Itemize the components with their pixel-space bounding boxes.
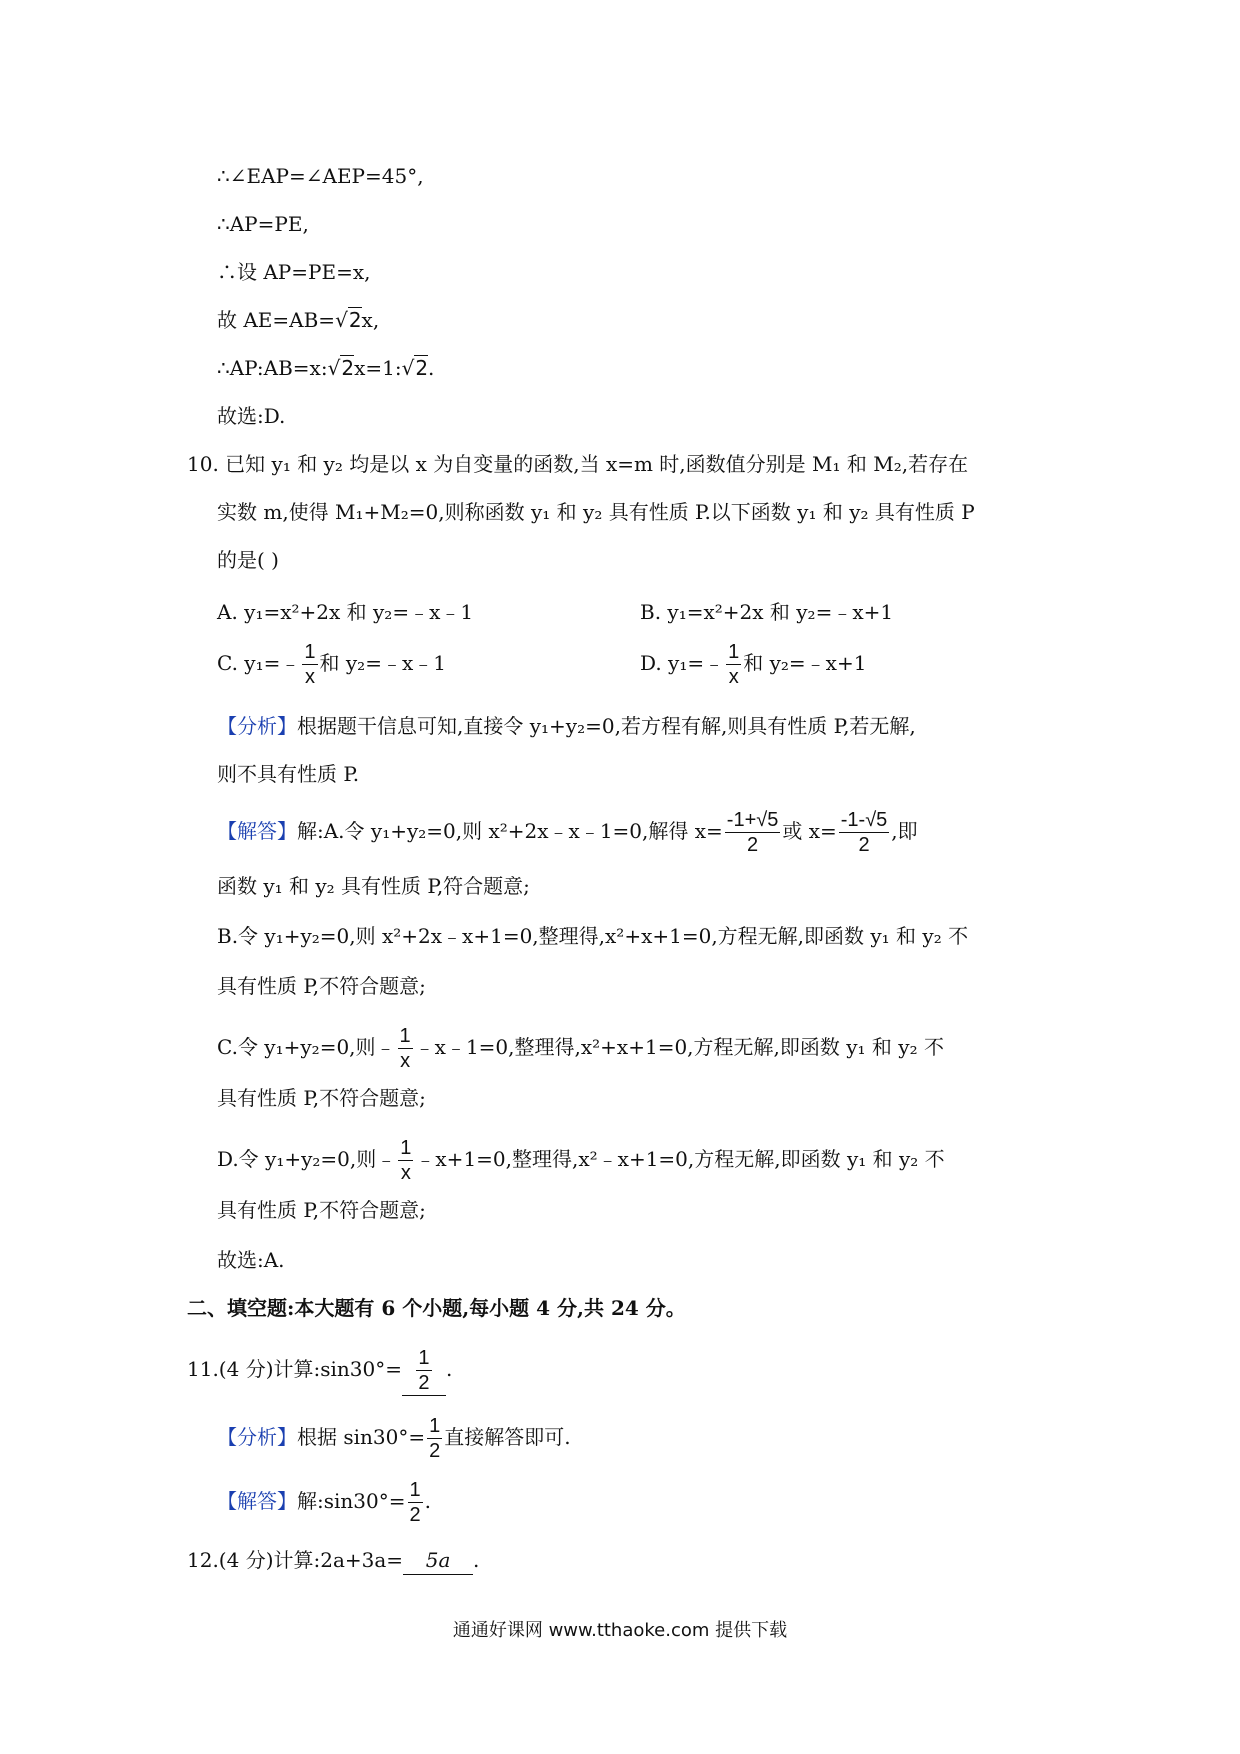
solution-period: .: [424, 1489, 431, 1513]
fraction-1-over-x: [302, 640, 317, 689]
radicand: 2: [341, 356, 355, 380]
q10-stem-1: 已知 y₁ 和 y₂ 均是以 x 为自变量的函数,当 x=m 时,函数值分别是 M₁ 和 M₂,若存在: [225, 452, 969, 476]
numerator: 1: [409, 1479, 421, 1501]
q11-stem: [187, 1346, 452, 1396]
q10-option-d: [640, 640, 866, 689]
option-d-tail: 和 y₂=﹣x+1: [743, 651, 867, 675]
q10-number: 10.: [187, 452, 219, 476]
q10-solution-c-line-1: [217, 1024, 944, 1073]
denominator: x: [400, 1050, 411, 1072]
denominator: x: [728, 666, 739, 688]
denominator: 2: [858, 834, 870, 856]
q11-solution: [217, 1478, 431, 1527]
q10-stem-line-2: 实数 m,使得 M₁+M₂=0,则称函数 y₁ 和 y₂ 具有性质 P.以下函数 y₁ 和 y₂ 具有性质 P: [217, 500, 975, 524]
solution-c-text: C.令 y₁+y₂=0,则﹣: [217, 1035, 396, 1059]
denominator: x: [400, 1162, 411, 1184]
numerator: 1: [728, 641, 740, 663]
q10-solution-a-line-2: 函数 y₁ 和 y₂ 具有性质 P,符合题意;: [217, 874, 530, 898]
q12-answer-blank: [403, 1546, 473, 1575]
q12-stem-text: 12.(4 分)计算:2a+3a=: [187, 1548, 404, 1572]
radicand: 2: [348, 308, 362, 332]
denominator: 2: [418, 1372, 430, 1394]
fraction-1-over-2: [408, 1478, 423, 1527]
sqrt-2: √2: [335, 308, 362, 332]
denominator: 2: [429, 1440, 441, 1462]
numerator: 1: [304, 641, 316, 663]
proof-line-5: [217, 354, 434, 382]
proof-line-1: ∴∠EAP=∠AEP=45°,: [217, 164, 424, 188]
denominator: x: [304, 666, 315, 688]
q10-answer: 故选:A.: [217, 1248, 285, 1272]
numerator: -1-√5: [840, 809, 888, 831]
fraction-1-over-x: [726, 640, 741, 689]
q10-solution-d-line-2: 具有性质 P,不符合题意;: [217, 1198, 426, 1222]
numerator: -1+√5: [726, 809, 779, 831]
proof-line-5-mid: x=1:: [354, 356, 402, 380]
numerator: 1: [418, 1347, 430, 1369]
q11-answer-blank: [402, 1346, 446, 1396]
q10-analysis-line-1: [217, 712, 916, 740]
proof-line-3: ∴设 AP=PE=x,: [217, 260, 371, 284]
solution-tag: 【解答】: [217, 819, 297, 843]
numerator: 1: [399, 1025, 411, 1047]
solution-a-text: 解:A.令 y₁+y₂=0,则 x²+2x﹣x﹣1=0,解得 x=: [297, 819, 723, 843]
proof-line-4-text: 故 AE=AB=: [217, 308, 336, 332]
solution-a-mid: 或 x=: [782, 819, 837, 843]
q10-solution-b-line-1: B.令 y₁+y₂=0,则 x²+2x﹣x+1=0,整理得,x²+x+1=0,方程无解,即函数 y₁ 和 y₂ 不: [217, 924, 969, 948]
q11-stem-text: 11.(4 分)计算:sin30°=: [187, 1357, 402, 1381]
sqrt-2: √2: [327, 356, 355, 380]
q11-period: .: [445, 1357, 453, 1381]
q10-solution-c-line-2: 具有性质 P,不符合题意;: [217, 1086, 426, 1110]
analysis-tag: 【分析】: [217, 1425, 297, 1449]
q11-analysis: [217, 1414, 571, 1463]
analysis-tail: 直接解答即可.: [444, 1425, 571, 1449]
q10-solution-d-line-1: [217, 1136, 945, 1185]
denominator: 2: [747, 834, 759, 856]
q10-stem-line-1: [187, 450, 968, 478]
fraction-root-plus: [725, 808, 781, 857]
q10-solution-b-line-2: 具有性质 P,不符合题意;: [217, 974, 426, 998]
solution-c-tail: ﹣x﹣1=0,整理得,x²+x+1=0,方程无解,即函数 y₁ 和 y₂ 不: [414, 1035, 944, 1059]
proof-line-5-text: ∴AP:AB=x:: [217, 356, 328, 380]
q12-period: .: [473, 1548, 480, 1572]
analysis-text: 根据 sin30°=: [297, 1425, 426, 1449]
solution-d-text: D.令 y₁+y₂=0,则﹣: [217, 1147, 397, 1171]
numerator: 1: [400, 1137, 412, 1159]
q10-option-c: [217, 640, 446, 689]
proof-line-4-tail: x,: [361, 308, 380, 332]
fraction-1-over-2: [416, 1346, 431, 1395]
proof-answer: 故选:D.: [217, 404, 286, 428]
fraction-root-minus: [839, 808, 890, 857]
option-c-tail: 和 y₂=﹣x﹣1: [319, 651, 446, 675]
page-footer: 通通好课网 www.tthaoke.com 提供下载: [452, 1620, 788, 1641]
fraction-1-over-x: [398, 1024, 413, 1073]
q10-solution-a: [217, 808, 918, 857]
q10-option-a: A. y₁=x²+2x 和 y₂=﹣x﹣1: [217, 600, 474, 624]
q10-stem-line-3: 的是( ): [217, 548, 279, 572]
analysis-tag: 【分析】: [217, 714, 297, 738]
q12-answer: 5a: [425, 1548, 451, 1572]
solution-a-tail: ,即: [891, 819, 918, 843]
solution-text: 解:sin30°=: [297, 1489, 406, 1513]
fraction-1-over-x: [398, 1136, 413, 1185]
proof-line-5-tail: .: [428, 356, 435, 380]
section-heading: 二、填空题:本大题有 6 个小题,每小题 4 分,共 24 分。: [187, 1296, 686, 1320]
numerator: 1: [429, 1415, 441, 1437]
solution-d-tail: ﹣x+1=0,整理得,x²﹣x+1=0,方程无解,即函数 y₁ 和 y₂ 不: [415, 1147, 945, 1171]
sqrt-2: √2: [401, 356, 429, 380]
q10-analysis-line-2: 则不具有性质 P.: [217, 762, 360, 786]
option-d-text: D. y₁=﹣: [640, 651, 725, 675]
proof-line-2: ∴AP=PE,: [217, 212, 309, 236]
q10-option-b: B. y₁=x²+2x 和 y₂=﹣x+1: [640, 600, 894, 624]
denominator: 2: [409, 1504, 421, 1526]
option-c-text: C. y₁=﹣: [217, 651, 301, 675]
q12-stem: [187, 1546, 479, 1575]
fraction-1-over-2: [427, 1414, 442, 1463]
solution-tag: 【解答】: [217, 1489, 297, 1513]
analysis-text: 根据题干信息可知,直接令 y₁+y₂=0,若方程有解,则具有性质 P,若无解,: [297, 714, 916, 738]
radicand: 2: [415, 356, 429, 380]
proof-line-4: [217, 306, 379, 334]
